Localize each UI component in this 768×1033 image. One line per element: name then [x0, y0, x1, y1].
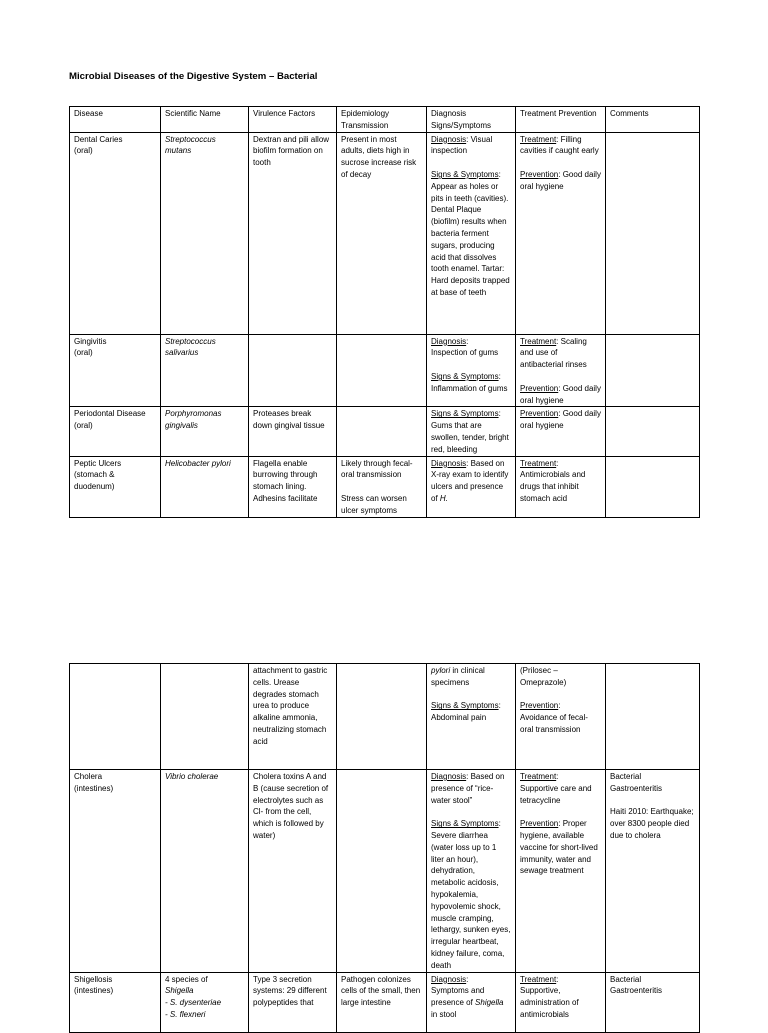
cell-treatment: (Prilosec – Omeprazole) Prevention: Avoidance of fecal-oral transmission [516, 664, 606, 770]
header-epidemiology: Epidemiology Transmission [337, 107, 427, 133]
prevention-label: Prevention [520, 701, 559, 711]
scientific-name-genus: Shigella [165, 986, 194, 996]
cell-diagnosis [427, 456, 516, 517]
treatment-text: : Scaling and use of antibacterial rinses [520, 336, 587, 370]
cell-scientific-name: Streptococcus mutans [161, 132, 249, 334]
signs-symptoms-label: Signs & Symptoms [431, 701, 499, 711]
prevention-label: Prevention [520, 409, 559, 419]
cell-comments [606, 770, 700, 973]
cell-disease: Peptic Ulcers (stomach & duodenum) [70, 456, 161, 517]
cell-virulence: Type 3 secretion systems: 29 different polypeptides that [249, 972, 337, 1032]
cell-disease: Dental Caries (oral) [70, 132, 161, 334]
cell-comments [606, 132, 700, 334]
treatment-label: Treatment [520, 974, 557, 984]
cell-comments [606, 456, 700, 517]
treatment-text: Supportive care and tetracycline [520, 783, 592, 805]
cell-scientific-name: Vibrio cholerae [161, 770, 249, 973]
treatment-text: : Filling cavities if caught early [520, 134, 599, 156]
diagnosis-text: in clinical specimens [431, 666, 485, 687]
scientific-name-species: - S. flexneri [165, 1009, 206, 1019]
diseases-table-page-1 [69, 106, 700, 518]
cell-scientific-name [161, 972, 249, 1032]
cell-diagnosis [427, 664, 516, 770]
header-disease: Disease [70, 107, 161, 133]
cell-diagnosis: Diagnosis: Based on presence of “rice-water stool” Signs & Symptoms: Severe diarrhea (water loss up to 1 liter an hour), dehydration, metabolic acidosis, hypokalemia, hypovolemic shock, muscle cramping, lethargy, sunken eyes, irregular heartbeat, kidney failure, coma, death [427, 770, 516, 973]
cell-disease: Cholera (intestines) [70, 770, 161, 973]
cell-epidemiology: Pathogen colonizes cells of the small, then large intestine [337, 972, 427, 1032]
cell-treatment [516, 334, 606, 407]
comment-note: Haiti 2010: Earthquake; over 8300 people died due to cholera [610, 807, 694, 840]
diagnosis-label: Diagnosis [431, 336, 467, 346]
signs-symptoms-text: Gums that are swollen, tender, bright red, bleeding [431, 421, 509, 454]
cell-comments [606, 407, 700, 456]
prevention-label: Prevention [520, 169, 559, 179]
diseases-table-page-2 [69, 663, 700, 1033]
signs-symptoms-label: Signs & Symptoms [431, 371, 499, 381]
prevention-text: : Good daily oral hygiene [520, 169, 601, 191]
signs-symptoms-text: Inflammation of gums [431, 383, 508, 393]
signs-symptoms-text: Appear as holes or pits in teeth (cavities). Dental Plaque (biofilm) results when bacteria ferment sugars, producing acid that dissolves tooth enamel. Tartar: Hard deposits trapped at base of teeth [431, 181, 510, 297]
diagnosis-text: : Based on presence of “rice-water stool” [431, 772, 505, 805]
treatment-label: Treatment [520, 134, 557, 144]
cell-treatment: Treatment: Supportive care and tetracycline Prevention: Proper hygiene, available vaccine for short-lived immunity, water and sewage treatment [516, 770, 606, 973]
cell-scientific-name: Porphyromonas gingivalis [161, 407, 249, 456]
header-treatment: Treatment Prevention [516, 107, 606, 133]
table-row-shigellosis [70, 972, 700, 1032]
cell-treatment [516, 407, 606, 456]
header-comments: Comments [606, 107, 700, 133]
signs-symptoms-text: Severe diarrhea (water loss up to 1 liter an hour), dehydration, metabolic acidosis, hypokalemia, hypovolemic shock, muscle cramping, lethargy, sunken eyes, irregular heartbeat, kidney failure, coma, death [431, 830, 511, 970]
cell-treatment: Treatment: Supportive, administration of antimicrobials [516, 972, 606, 1032]
cell-epidemiology [337, 334, 427, 407]
treatment-text: Supportive, administration of antimicrobials [520, 986, 579, 1019]
cell-epidemiology [337, 407, 427, 456]
cell-virulence: Cholera toxins A and B (cause secretion of electrolytes such as Cl- from the cell, which is followed by water) [249, 770, 337, 973]
treatment-label: Treatment [520, 772, 557, 781]
cell-disease [70, 664, 161, 770]
comment-category: Bacterial Gastroenteritis [610, 772, 663, 793]
scientific-name-intro: 4 species of [165, 974, 208, 984]
signs-symptoms-label: Signs & Symptoms [431, 819, 499, 829]
prevention-text: : Good daily oral hygiene [520, 409, 601, 431]
diagnosis-text: Inspection of gums [431, 348, 499, 358]
cell-diagnosis: Diagnosis: Symptoms and presence of Shigella in stool [427, 972, 516, 1032]
diagnosis-label: Diagnosis [431, 974, 467, 984]
treatment-text: Antimicrobials and drugs that inhibit stomach acid [520, 470, 586, 503]
header-diagnosis: Diagnosis Signs/Symptoms [427, 107, 516, 133]
prevention-text: : Good daily oral hygiene [520, 383, 601, 405]
table-row-cholera [70, 770, 700, 973]
header-scientific-name: Scientific Name [161, 107, 249, 133]
cell-epidemiology [337, 664, 427, 770]
prevention-text: Avoidance of fecal-oral transmission [520, 713, 588, 734]
cell-virulence: Dextran and pili allow biofilm formation on tooth [249, 132, 337, 334]
cell-disease: Shigellosis (intestines) [70, 972, 161, 1032]
epidemiology-text: Likely through fecal-oral transmission [341, 458, 413, 480]
diagnosis-italic: H. [439, 493, 448, 503]
cell-comments [606, 664, 700, 770]
treatment-label: Treatment [520, 458, 557, 468]
cell-virulence: Flagella enable burrowing through stomach lining. Adhesins facilitate [249, 456, 337, 517]
cell-virulence [249, 334, 337, 407]
cell-virulence: Proteases break down gingival tissue [249, 407, 337, 456]
cell-virulence: attachment to gastric cells. Urease degrades stomach urea to produce alkaline ammonia, neutralizing stomach acid [249, 664, 337, 770]
header-virulence-factors: Virulence Factors [249, 107, 337, 133]
document-title: Microbial Diseases of the Digestive System – Bacterial [69, 71, 318, 82]
prevention-label: Prevention [520, 383, 559, 393]
cell-epidemiology: Present in most adults, diets high in sucrose increase risk of decay [337, 132, 427, 334]
diagnosis-label: Diagnosis [431, 772, 467, 781]
signs-symptoms-label: Signs & Symptoms [431, 169, 499, 179]
cell-diagnosis: Diagnosis: Visual inspection Signs & Symptoms: Appear as holes or pits in teeth (cavities). Dental Plaque (biofilm) results when bacteria ferment sugars, producing acid that dissolves tooth enamel. Tartar: Hard deposits trapped at base of teeth [427, 132, 516, 334]
diagnosis-text: : Based on X-ray exam to identify ulcers and presence of [431, 458, 509, 503]
signs-symptoms-text: : Abdominal pain [431, 701, 501, 723]
treatment-text: (Prilosec – Omeprazole) [520, 666, 567, 687]
treatment-label: Treatment [520, 336, 557, 346]
cell-disease: Periodontal Disease (oral) [70, 407, 161, 456]
prevention-label: Prevention [520, 819, 559, 829]
prevention-text: : Proper hygiene, available vaccine for short-lived immunity, water and sewage treatment [520, 819, 598, 876]
cell-comments: Bacterial Gastroenteritis [606, 972, 700, 1032]
cell-scientific-name: Helicobacter pylori [161, 456, 249, 517]
table-row-peptic-ulcers [70, 456, 700, 517]
table-header-row [70, 107, 700, 133]
cell-diagnosis: Signs & Symptoms: Gums that are swollen, tender, bright red, bleeding [427, 407, 516, 456]
diagnosis-text-end: in stool [431, 1009, 457, 1019]
table-row-periodontal-disease [70, 407, 700, 456]
table-row-gingivitis [70, 334, 700, 407]
cell-scientific-name [161, 664, 249, 770]
diagnosis-italic: pylori [431, 666, 451, 675]
cell-treatment [516, 132, 606, 334]
table-row-dental-caries [70, 132, 700, 334]
cell-epidemiology [337, 770, 427, 973]
cell-scientific-name: Streptococcus salivarius [161, 334, 249, 407]
cell-disease: Gingivitis (oral) [70, 334, 161, 407]
cell-diagnosis: Diagnosis: Inspection of gums Signs & Symptoms: Inflammation of gums [427, 334, 516, 407]
diagnosis-label: Diagnosis [431, 134, 467, 144]
diagnosis-text: : Visual inspection [431, 134, 493, 156]
table-row-peptic-ulcers-continued [70, 664, 700, 770]
diagnosis-text: Symptoms and presence of [431, 986, 485, 1008]
cell-comments [606, 334, 700, 407]
diagnosis-italic: Shigella [475, 998, 504, 1008]
signs-symptoms-label: Signs & Symptoms [431, 409, 499, 419]
cell-treatment: Treatment: Antimicrobials and drugs that inhibit stomach acid [516, 456, 606, 517]
cell-epidemiology [337, 456, 427, 517]
diagnosis-label: Diagnosis [431, 458, 467, 468]
epidemiology-note: Stress can worsen ulcer symptoms [341, 493, 407, 515]
scientific-name-species: - S. dysenteriae [165, 998, 222, 1008]
